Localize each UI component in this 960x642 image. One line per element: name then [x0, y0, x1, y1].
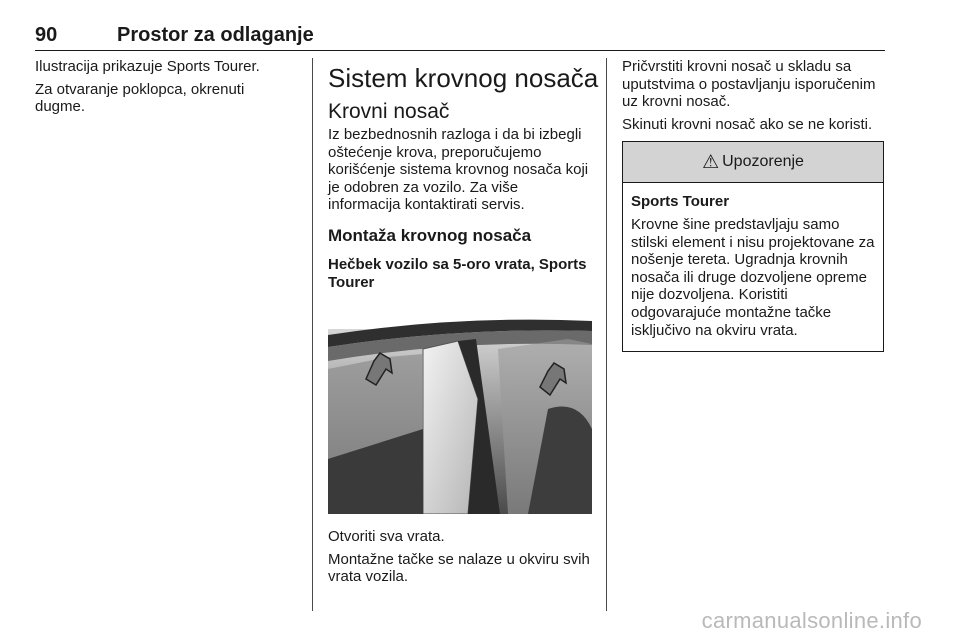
roof-rack-mounting-illustration [328, 309, 592, 514]
col1-paragraph-2: Za otvaranje poklopca, okrenuti dugme. [35, 80, 245, 116]
warning-header [623, 142, 883, 183]
watermark: carmanualsonline.info [701, 608, 922, 633]
col2-paragraph-2: Otvoriti sva vrata. [328, 528, 445, 546]
col2-paragraph-1: Iz bezbednosnih razloga i da bi izbegli oštećenje krova, preporučujemo korišćenje sistema krovnog nosača koji je odobren za vozilo. Za više informacija kontaktirati servis. [328, 126, 589, 214]
warning-box [622, 141, 884, 352]
car-door-frame-image [328, 309, 592, 514]
vehicle-variant-heading: Hečbek vozilo sa 5-oro vrata, Sports Tourer [328, 255, 587, 291]
column-left [35, 58, 297, 121]
warning-body [623, 183, 883, 351]
column-middle [328, 58, 599, 591]
warning-triangle-icon: ⚠ [702, 151, 720, 173]
header-title: Prostor za odlaganje [117, 24, 314, 46]
col1-paragraph-1: Ilustracija prikazuje Sports Tourer. [35, 58, 260, 75]
page-header [35, 24, 885, 51]
section-heading: Sistem krovnog nosača [328, 63, 599, 93]
mounting-heading: Montaža krovnog nosača [328, 225, 532, 245]
col2-paragraph-3: Montažne tačke se nalaze u okviru svih vrata vozila. [328, 550, 590, 586]
warning-text: Krovne šine predstavljaju samo stilski element i nisu projektovane za nošenje tereta. Ugradnja krovnih nosača ili druge dozvoljene opreme nije dozvoljena. Koristiti odgovarajuće montažne tačke isključivo na okviru vrata. [631, 215, 875, 339]
warning-subtitle: Sports Tourer [631, 193, 730, 211]
col3-paragraph-2: Skinuti krovni nosač ako se ne koristi. [622, 115, 873, 133]
col3-paragraph-1: Pričvrstiti krovni nosač u skladu sa uputstvima o postavljanju isporučenim uz krovni nosač. [622, 58, 876, 111]
column-divider-2 [606, 58, 607, 611]
column-right [622, 58, 886, 352]
subsection-heading: Krovni nosač [328, 100, 450, 123]
warning-title: Upozorenje [722, 153, 804, 171]
column-divider-1 [312, 58, 313, 611]
page-number: 90 [35, 24, 58, 46]
